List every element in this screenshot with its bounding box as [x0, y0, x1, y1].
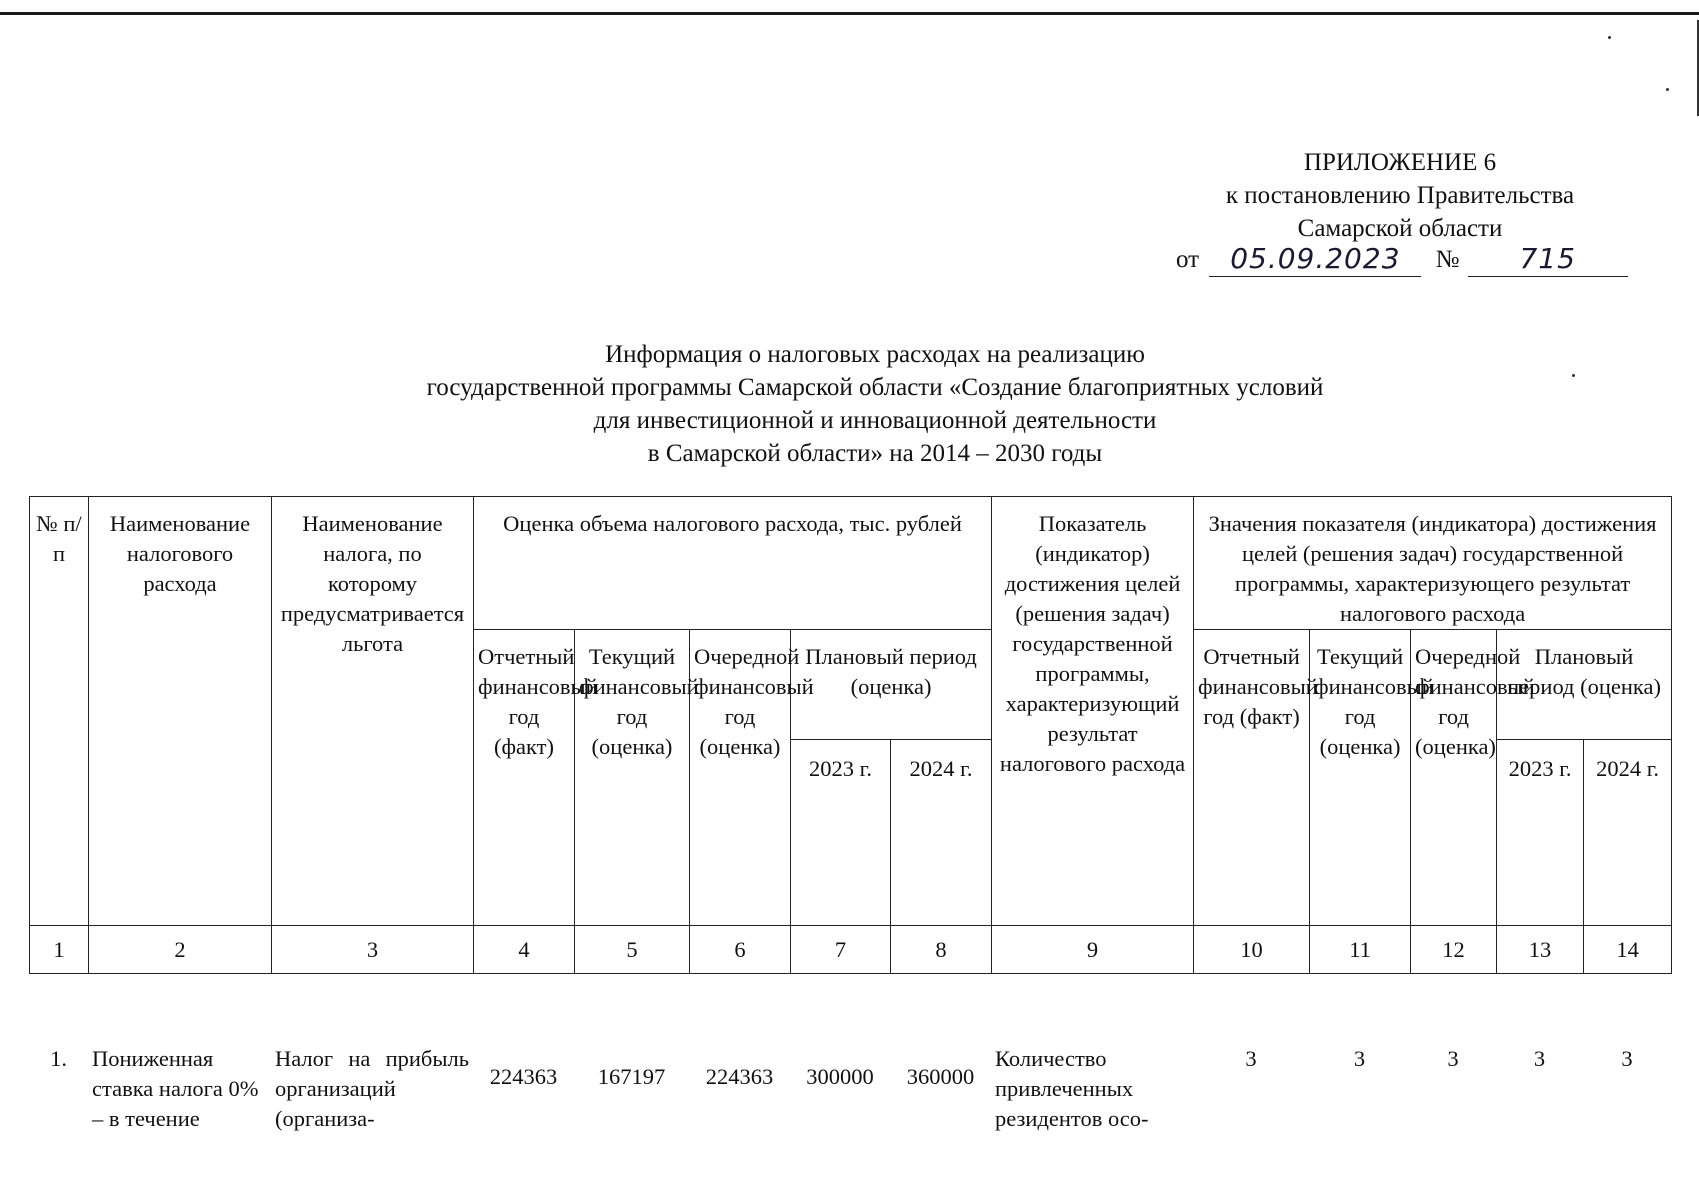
tax-expense-table	[29, 496, 1672, 974]
header-val-2023: 2023 г.	[1497, 740, 1584, 926]
header-val-current-year: Текущий финансовый год (оценка)	[1310, 630, 1411, 926]
appendix-label: ПРИЛОЖЕНИЕ 6	[1303, 149, 1497, 176]
header-est-plan-period: Плановый период (оценка)	[791, 630, 992, 740]
row-val-next: 3	[1447, 1046, 1459, 1071]
row-indicator: Количество привлеченных резидентов осо-	[995, 1046, 1149, 1131]
row-val-report: 3	[1245, 1046, 1257, 1071]
column-number: 4	[474, 926, 575, 974]
column-number: 2	[89, 926, 272, 974]
top-border-line	[0, 12, 1699, 15]
column-number: 8	[891, 926, 992, 974]
document-title	[300, 338, 1450, 470]
number-prefix: №	[1435, 246, 1460, 273]
row-est-2023: 300000	[806, 1064, 874, 1089]
scan-speck	[1608, 36, 1611, 39]
header-indicator: Показатель (индикатор) достижения целей (решения задач) государственной программы, характеризующий результат налогового расхода	[992, 497, 1194, 926]
header-estimate: Оценка объема налогового расхода, тыс. рублей	[474, 497, 992, 630]
header-num: № п/п	[30, 497, 89, 926]
row-number: 1.	[50, 1046, 67, 1071]
header-tax-name: Наименование налога, по которому предусматривается льгота	[272, 497, 474, 926]
header-val-2024: 2024 г.	[1584, 740, 1672, 926]
column-number: 7	[791, 926, 891, 974]
date-number-row	[1176, 242, 1616, 278]
date-prefix: от	[1176, 246, 1200, 273]
header-est-2023: 2023 г.	[791, 740, 891, 926]
row-expense-name: Пониженная ставка налога 0% – в течение	[92, 1046, 259, 1131]
title-line-3: для инвестиционной и инновационной деятельности	[593, 407, 1157, 434]
column-number: 13	[1497, 926, 1584, 974]
column-number: 5	[575, 926, 690, 974]
column-number: 6	[690, 926, 791, 974]
appendix-block	[1160, 146, 1640, 245]
header-val-next-year: Очередной финансовый год (оценка)	[1411, 630, 1497, 926]
column-number: 9	[992, 926, 1194, 974]
scan-speck	[1666, 88, 1669, 91]
title-line-2: государственной программы Самарской области «Создание благоприятных условий	[426, 374, 1324, 401]
column-number: 11	[1310, 926, 1411, 974]
row-tax-name: Налог на прибыль организаций (организа-	[275, 1046, 469, 1131]
header-est-report-year: Отчетный финансовый год (факт)	[474, 630, 575, 926]
header-val-plan-period: Плановый период (оценка)	[1497, 630, 1672, 740]
data-rows-table	[29, 1044, 1671, 1134]
row-val-current: 3	[1353, 1046, 1366, 1071]
row-val-2024: 3	[1621, 1046, 1633, 1071]
header-val-report-year: Отчетный финансовый год (факт)	[1194, 630, 1310, 926]
title-line-1: Информация о налоговых расходах на реализацию	[605, 341, 1145, 368]
title-line-4: в Самарской области» на 2014 – 2030 годы	[647, 440, 1103, 467]
column-number: 14	[1584, 926, 1672, 974]
region-line: Самарской области	[1297, 215, 1503, 242]
row-val-2023: 3	[1533, 1046, 1546, 1071]
header-est-2024: 2024 г.	[891, 740, 992, 926]
row-est-next: 224363	[705, 1064, 774, 1089]
table-row	[29, 1044, 1671, 1134]
header-est-current-year: Текущий финансовый год (оценка)	[575, 630, 690, 926]
resolution-line: к постановлению Правительства	[1225, 182, 1575, 209]
row-est-current: 167197	[597, 1064, 666, 1089]
column-number: 3	[272, 926, 474, 974]
row-est-2024: 360000	[906, 1064, 975, 1089]
handwritten-number: 715	[1468, 242, 1628, 277]
row-est-report: 224363	[489, 1064, 558, 1089]
column-number: 1	[30, 926, 89, 974]
header-est-next-year: Очередной финансовый год (оценка)	[690, 630, 791, 926]
header-indicator-values: Значения показателя (индикатора) достижения целей (решения задач) государственной программы, характеризующего результат налогового расхода	[1194, 497, 1672, 630]
column-number: 12	[1411, 926, 1497, 974]
column-number: 10	[1194, 926, 1310, 974]
header-expense-name: Наименование налогового расхода	[89, 497, 272, 926]
scan-speck	[1572, 374, 1575, 377]
handwritten-date: 05.09.2023	[1209, 242, 1421, 277]
